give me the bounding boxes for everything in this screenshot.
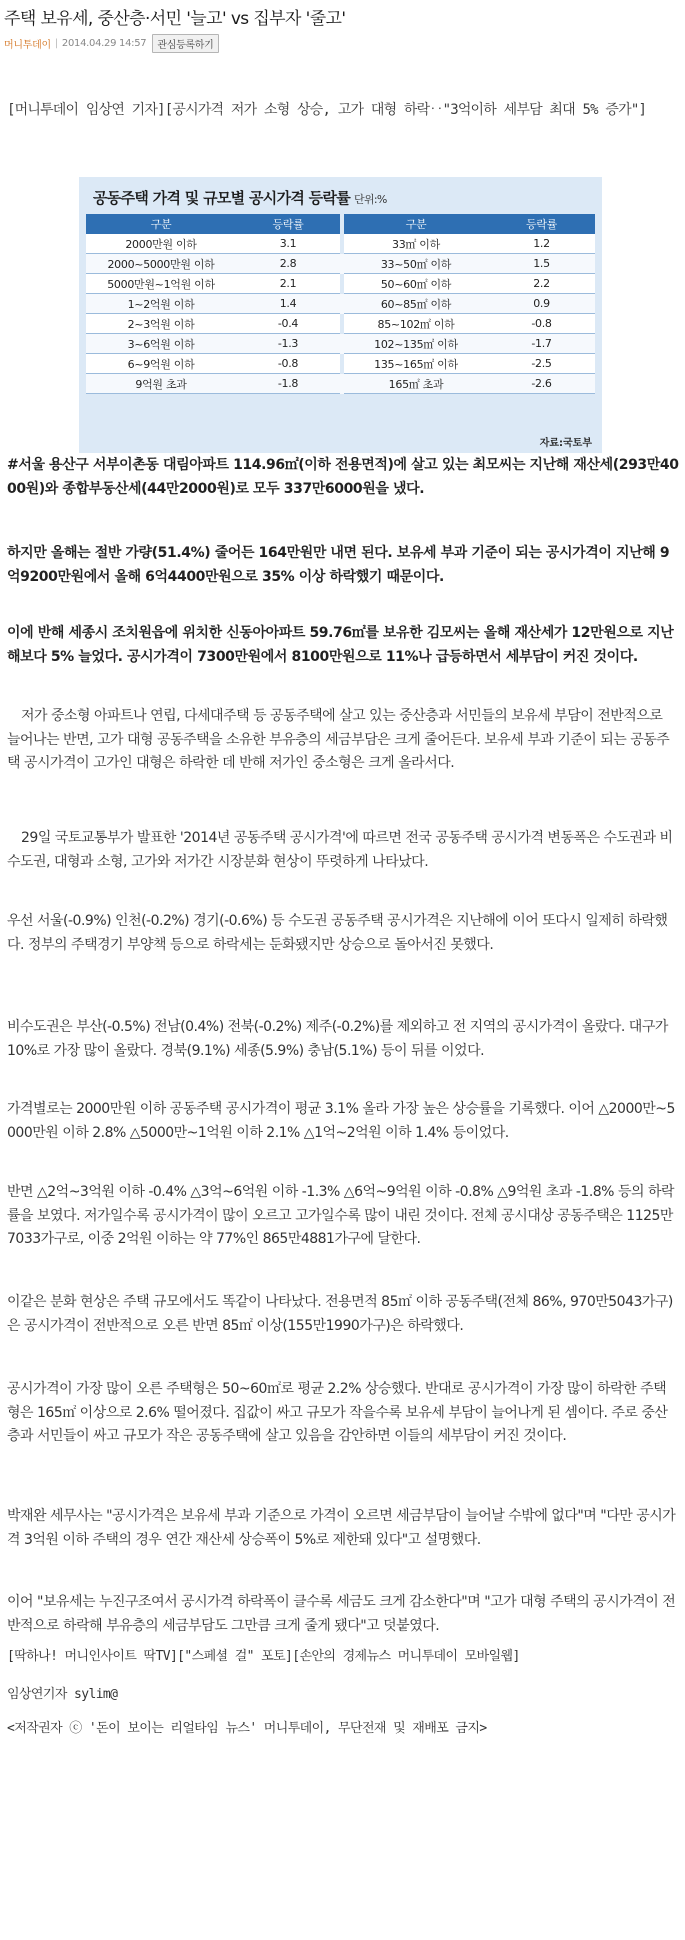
size-rate-cell: -2.6 xyxy=(488,374,595,394)
price-category-cell: 2~3억원 이하 xyxy=(86,314,236,334)
price-category-cell: 2000~5000만원 이하 xyxy=(86,254,236,274)
article-paragraph: 29일 국토교통부가 발표한 '2014년 공동주택 공시가격'에 따르면 전국 공동주택 공시가격 변동폭은 수도권과 비수도권, 대형과 소형, 고가와 저가간 시장분화 현상이 뚜렷하게 나타났다. xyxy=(7,830,673,870)
article-datetime: 2014.04.29 14:57 xyxy=(61,38,147,49)
price-rate-cell: -1.3 xyxy=(236,334,340,354)
size-category-cell: 85~102㎡ 이하 xyxy=(344,314,488,334)
price-rate-cell: 2.1 xyxy=(236,274,340,294)
figure-unit: 단위:% xyxy=(354,193,387,206)
meta-separator: | xyxy=(54,38,58,49)
size-category-cell: 135~165㎡ 이하 xyxy=(344,354,488,374)
copyright-notice: <저작권자 ⓒ '돈이 보이는 리얼타임 뉴스' 머니투데이, 무단전재 및 재배포 금지> xyxy=(7,1721,487,1736)
size-rate-cell: 1.2 xyxy=(488,234,595,254)
size-rate-cell: 1.5 xyxy=(488,254,595,274)
article-paragraph: 하지만 올해는 절반 가량(51.4%) 줄어든 164만원만 내면 된다. 보유세 부과 기준이 되는 공시가격이 지난해 9억9200만원에서 올해 6억4400만원으로 35% 이상 하락했기 때문이다. xyxy=(7,545,670,585)
price-rate-cell: 3.1 xyxy=(236,234,340,254)
article-meta xyxy=(4,35,219,52)
size-rate-cell: -1.7 xyxy=(488,334,595,354)
size-category-cell: 165㎡ 초과 xyxy=(344,374,488,394)
article-paragraph: 공시가격이 가장 많이 오른 주택형은 50~60㎡로 평균 2.2% 상승했다. 반대로 공시가격이 가장 많이 하락한 주택형은 165㎡ 이상으로 2.6% 떨어졌다. 집값이 싸고 규모가 작을수록 보유세 부담이 늘어나게 된 셈이다. 주로 중산층과 서민들이 싸고 규모가 작은 공동주택에 살고 있음을 감안하면 이들의 세부담이 커진 것이다. xyxy=(7,1381,668,1444)
article-byline: 임상연기자 sylim@ xyxy=(7,1687,118,1702)
price-category-cell: 6~9억원 이하 xyxy=(86,354,236,374)
article-lead: [머니투데이 임상연 기자][공시가격 저가 소형 상승, 고가 대형 하락‥"3억이하 세부담 최대 5% 증가"] xyxy=(7,102,647,118)
size-category-cell: 102~135㎡ 이하 xyxy=(344,334,488,354)
header-price-rate: 등락률 xyxy=(236,214,340,234)
price-rate-cell: 2.8 xyxy=(236,254,340,274)
promo-links xyxy=(7,1645,679,1669)
price-rate-cell: -1.8 xyxy=(236,374,340,394)
article-paragraph: 비수도권은 부산(-0.5%) 전남(0.4%) 전북(-0.2%) 제주(-0.2%)를 제외하고 전 지역의 공시가격이 올랐다. 대구가 10%로 가장 많이 올랐다. 경북(9.1%) 세종(5.9%) 충남(5.1%) 등이 뒤를 이었다. xyxy=(7,1019,668,1059)
header-size-rate: 등락률 xyxy=(488,214,595,234)
size-rate-cell: -0.8 xyxy=(488,314,595,334)
size-rate-cell: 2.2 xyxy=(488,274,595,294)
rate-table-row xyxy=(86,234,595,254)
article-paragraph: 우선 서울(-0.9%) 인천(-0.2%) 경기(-0.6%) 등 수도권 공동주택 공시가격은 지난해에 이어 또다시 일제히 하락했다. 정부의 주택경기 부양책 등으로 하락세는 둔화됐지만 상승으로 돌아서진 못했다. xyxy=(7,913,668,953)
price-category-cell: 1~2억원 이하 xyxy=(86,294,236,314)
price-rate-cell: 1.4 xyxy=(236,294,340,314)
size-category-cell: 50~60㎡ 이하 xyxy=(344,274,488,294)
price-category-cell: 5000만원~1억원 이하 xyxy=(86,274,236,294)
price-rate-cell: -0.8 xyxy=(236,354,340,374)
article-paragraph: 저가 중소형 아파트나 연립, 다세대주택 등 공동주택에 살고 있는 중산층과 서민들의 보유세 부담이 전반적으로 늘어나는 반면, 고가 대형 공동주택을 소유한 부유층의 세금부담은 크게 줄어든다. 보유세 부과 기준이 되는 공동주택 공시가격이 고가인 대형은 하락한 데 반해 저가인 중소형은 크게 올라서다. xyxy=(7,708,670,771)
article-headline: 주택 보유세, 중산층·서민 '늘고' vs 집부자 '줄고' xyxy=(4,9,346,29)
figure-title-text: 공동주택 가격 및 규모별 공시가격 등락률 xyxy=(93,189,351,207)
rate-table-row xyxy=(86,354,595,374)
size-category-cell: 33~50㎡ 이하 xyxy=(344,254,488,274)
rate-table-row xyxy=(86,294,595,314)
promo-link[interactable]: [딱하나! 머니인사이트 딱TV]["스페셜 걸" 포토][손안의 경제뉴스 머니투데이 모바일웹] xyxy=(7,1649,520,1664)
size-rate-cell: 0.9 xyxy=(488,294,595,314)
price-category-cell: 3~6억원 이하 xyxy=(86,334,236,354)
article-paragraph: 이같은 분화 현상은 주택 규모에서도 똑같이 나타났다. 전용면적 85㎡ 이하 공동주택(전체 86%, 970만5043가구)은 공시가격이 전반적으로 오른 반면 85㎡ 이상(155만1990가구)은 하락했다. xyxy=(7,1294,673,1334)
article-source: 머니투데이 xyxy=(4,40,51,51)
rate-table-row xyxy=(86,334,595,354)
rate-table-row xyxy=(86,274,595,294)
rate-table-row xyxy=(86,374,595,394)
article-paragraph: #서울 용산구 서부이촌동 대림아파트 114.96㎡(이하 전용면적)에 살고 있는 최모씨는 지난해 재산세(293만4000원)와 종합부동산세(44만2000원)로 모두 337만6000원을 냈다. xyxy=(7,457,679,497)
size-rate-cell: -2.5 xyxy=(488,354,595,374)
size-category-cell: 60~85㎡ 이하 xyxy=(344,294,488,314)
header-size-category: 구분 xyxy=(344,214,488,234)
rate-table-header-row xyxy=(86,214,595,234)
rate-table-row xyxy=(86,254,595,274)
rate-table xyxy=(86,214,595,394)
article-paragraph: 박재완 세무사는 "공시가격은 보유세 부과 기준으로 가격이 오르면 세금부담이 늘어날 수밖에 없다"며 "다만 공시가격 3억원 이하 주택의 경우 연간 재산세 상승폭이 5%로 제한돼 있다"고 설명했다. xyxy=(7,1508,676,1548)
figure-title xyxy=(93,187,387,208)
rate-table-figure xyxy=(79,177,602,453)
article-paragraph: 가격별로는 2000만원 이하 공동주택 공시가격이 평균 3.1% 올라 가장 높은 상승률을 기록했다. 이어 △2000만~5000만원 이하 2.8% △5000만~1억원 이하 2.1% △1억~2억원 이하 1.4% 등이었다. xyxy=(7,1101,675,1141)
rate-table-row xyxy=(86,314,595,334)
size-category-cell: 33㎡ 이하 xyxy=(344,234,488,254)
favorite-button[interactable]: 관심등록하기 xyxy=(152,34,218,53)
price-category-cell: 9억원 초과 xyxy=(86,374,236,394)
article-paragraph: 이어 "보유세는 누진구조여서 공시가격 하락폭이 클수록 세금도 크게 감소한다"며 "고가 대형 주택의 공시가격이 전반적으로 하락해 부유층의 세금부담도 그만큼 크게 줄게 됐다"고 덧붙였다. xyxy=(7,1594,676,1634)
article-paragraph: 이에 반해 세종시 조치원읍에 위치한 신동아아파트 59.76㎡를 보유한 김모씨는 올해 재산세가 12만원으로 지난해보다 5% 늘었다. 공시가격이 7300만원에서 8100만원으로 11%나 급등하면서 세부담이 커진 것이다. xyxy=(7,625,674,665)
price-rate-cell: -0.4 xyxy=(236,314,340,334)
price-category-cell: 2000만원 이하 xyxy=(86,234,236,254)
header-price-category: 구분 xyxy=(86,214,236,234)
figure-source: 자료:국토부 xyxy=(539,438,592,449)
article-paragraph: 반면 △2억~3억원 이하 -0.4% △3억~6억원 이하 -1.3% △6억~9억원 이하 -0.8% △9억원 초과 -1.8% 등의 하락률을 보였다. 저가일수록 공시가격이 많이 오르고 고가일수록 많이 내린 것이다. 전체 공시대상 공동주택은 1125만7033가구로, 이중 2억원 이하는 약 77%인 865만4881가구에 달한다. xyxy=(7,1184,674,1247)
